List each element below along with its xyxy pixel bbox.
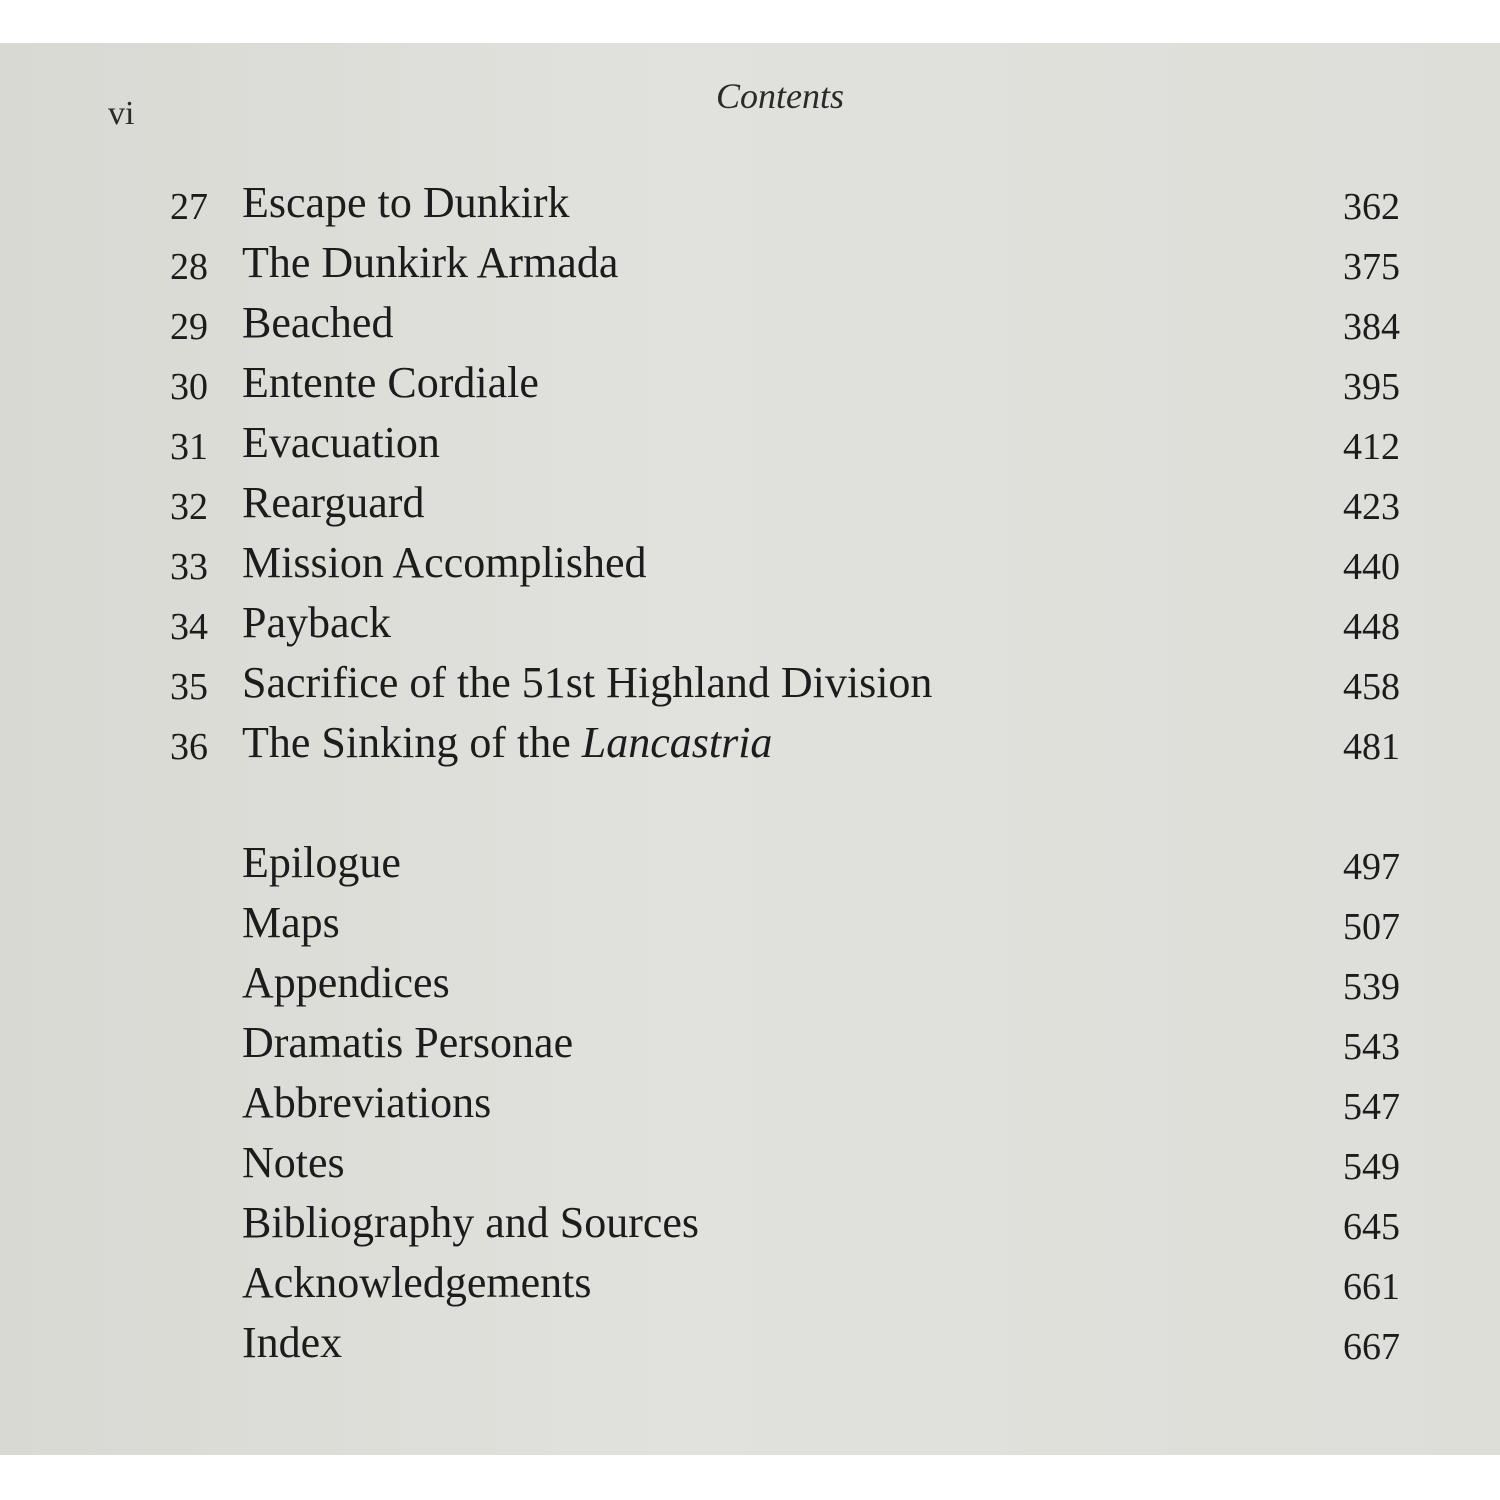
- chapter-title: Payback: [242, 598, 392, 647]
- chapter-title: The Dunkirk Armada: [242, 238, 619, 287]
- page-number: 362: [1343, 186, 1400, 228]
- page-number: 440: [1343, 546, 1400, 588]
- chapter-number: 33: [170, 546, 208, 588]
- back-matter-title: Maps: [242, 898, 340, 947]
- toc-entry: [170, 235, 1400, 295]
- toc-entry: [170, 715, 1400, 775]
- book-page: [0, 43, 1500, 1455]
- chapter-title: [242, 717, 772, 768]
- toc-entry: [170, 1255, 1400, 1315]
- page-number: 667: [1343, 1326, 1400, 1368]
- folio-number: vi: [108, 95, 135, 132]
- toc-entry: [170, 595, 1400, 655]
- chapter-number: 34: [170, 606, 208, 648]
- table-of-contents: [170, 175, 1400, 1375]
- page-number: 423: [1343, 486, 1400, 528]
- back-matter-title: Appendices: [242, 958, 450, 1007]
- chapter-number: 27: [170, 186, 208, 228]
- back-matter-title: Abbreviations: [242, 1078, 492, 1127]
- back-matter-title: Bibliography and Sources: [242, 1198, 700, 1247]
- page-number: 458: [1343, 666, 1400, 708]
- page-number: 543: [1343, 1026, 1400, 1068]
- chapter-number: 29: [170, 306, 208, 348]
- chapter-title: Escape to Dunkirk: [242, 178, 570, 227]
- back-matter-title: Epilogue: [242, 838, 401, 887]
- section-gap: [170, 775, 1400, 835]
- page-number: 539: [1343, 966, 1400, 1008]
- chapter-number: 32: [170, 486, 208, 528]
- toc-entry: [170, 1135, 1400, 1195]
- toc-entry: [170, 895, 1400, 955]
- toc-entry: [170, 415, 1400, 475]
- back-matter-title: Notes: [242, 1138, 345, 1187]
- page-number: 412: [1343, 426, 1400, 468]
- page-number: 497: [1343, 846, 1400, 888]
- chapter-number: 36: [170, 726, 208, 768]
- toc-entry: [170, 355, 1400, 415]
- toc-entry: [170, 295, 1400, 355]
- page-number: 507: [1343, 906, 1400, 948]
- toc-entry: [170, 475, 1400, 535]
- chapter-number: 31: [170, 426, 208, 468]
- page-number: 395: [1343, 366, 1400, 408]
- chapter-title: Mission Accomplished: [242, 538, 647, 587]
- toc-entry: [170, 1195, 1400, 1255]
- chapter-title: Rearguard: [242, 478, 425, 527]
- page-number: 547: [1343, 1086, 1400, 1128]
- page-number: 549: [1343, 1146, 1400, 1188]
- toc-entry: [170, 1015, 1400, 1075]
- back-matter-title: Dramatis Personae: [242, 1018, 574, 1067]
- page-number: 481: [1343, 726, 1400, 768]
- toc-entry: [170, 1075, 1400, 1135]
- page-number: 384: [1343, 306, 1400, 348]
- chapter-number: 30: [170, 366, 208, 408]
- page-number: 661: [1343, 1266, 1400, 1308]
- chapter-number: 28: [170, 246, 208, 288]
- toc-entry: [170, 175, 1400, 235]
- chapter-title: Evacuation: [242, 418, 440, 467]
- page-number: 645: [1343, 1206, 1400, 1248]
- toc-entry: [170, 955, 1400, 1015]
- back-matter-title: Index: [242, 1318, 343, 1367]
- chapter-title: Entente Cordiale: [242, 358, 539, 407]
- toc-entry: [170, 655, 1400, 715]
- toc-entry: [170, 1315, 1400, 1375]
- toc-entry: [170, 535, 1400, 595]
- running-head: Contents: [715, 76, 844, 116]
- page-number: 375: [1343, 246, 1400, 288]
- ship-name-italic: Lancastria: [581, 718, 773, 767]
- chapter-title-prefix: The Sinking of the: [242, 718, 582, 767]
- chapter-title: Beached: [242, 298, 394, 347]
- page-number: 448: [1343, 606, 1400, 648]
- chapter-title: Sacrifice of the 51st Highland Division: [242, 658, 933, 707]
- back-matter-title: Acknowledgements: [242, 1258, 592, 1307]
- chapter-number: 35: [170, 666, 208, 708]
- toc-entry: [170, 835, 1400, 895]
